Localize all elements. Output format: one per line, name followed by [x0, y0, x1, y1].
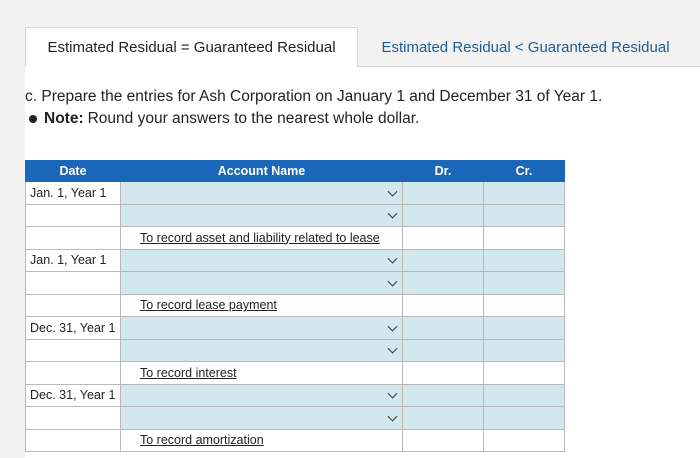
tab-panel — [25, 66, 700, 458]
chevron-down-icon — [388, 389, 398, 399]
chevron-down-icon — [388, 186, 398, 196]
debit-input[interactable] — [403, 182, 484, 205]
credit-input[interactable] — [484, 182, 565, 205]
chevron-down-icon — [388, 344, 398, 354]
debit-input[interactable] — [403, 317, 484, 340]
account-select[interactable] — [121, 204, 403, 227]
credit-input[interactable] — [484, 249, 565, 272]
chevron-down-icon — [388, 209, 398, 219]
entry-date: Dec. 31, Year 1 — [26, 317, 121, 340]
entry-date-blank — [26, 272, 121, 295]
account-select[interactable] — [121, 182, 403, 205]
chevron-down-icon — [388, 321, 398, 331]
header-debit: Dr. — [403, 161, 484, 182]
note-label: Note: — [44, 110, 84, 127]
debit-input[interactable] — [403, 204, 484, 227]
header-date: Date — [26, 161, 121, 182]
entry-date-blank — [26, 407, 121, 430]
credit-input[interactable] — [484, 384, 565, 407]
entry-date: Dec. 31, Year 1 — [26, 384, 121, 407]
note-line — [25, 108, 685, 130]
debit-input[interactable] — [403, 272, 484, 295]
debit-input[interactable] — [403, 339, 484, 362]
table-row — [26, 182, 565, 205]
entry-memo: To record amortization — [140, 433, 264, 448]
account-select[interactable] — [121, 339, 403, 362]
table-row — [26, 407, 565, 430]
tab-estimated-equals-guaranteed[interactable]: Estimated Residual = Guaranteed Residual — [25, 27, 358, 67]
account-select[interactable] — [121, 317, 403, 340]
memo-row — [26, 429, 565, 452]
table-row — [26, 384, 565, 407]
debit-input[interactable] — [403, 407, 484, 430]
account-select[interactable] — [121, 249, 403, 272]
header-account-name: Account Name — [121, 161, 403, 182]
memo-row — [26, 362, 565, 385]
memo-row — [26, 294, 565, 317]
entry-memo: To record asset and liability related to lease — [140, 230, 380, 245]
tab-estimated-less-than-guaranteed[interactable]: Estimated Residual < Guaranteed Residual — [381, 38, 670, 56]
credit-input[interactable] — [484, 407, 565, 430]
tab-bar — [0, 0, 700, 66]
entry-memo: To record lease payment — [140, 298, 277, 313]
chevron-down-icon — [388, 276, 398, 286]
table-row — [26, 317, 565, 340]
note-text: Round your answers to the nearest whole dollar. — [87, 110, 420, 127]
debit-input[interactable] — [403, 249, 484, 272]
account-select[interactable] — [121, 272, 403, 295]
credit-input[interactable] — [484, 204, 565, 227]
entry-date: Jan. 1, Year 1 — [26, 249, 121, 272]
table-row — [26, 249, 565, 272]
chevron-down-icon — [388, 411, 398, 421]
instruction-text: c. Prepare the entries for Ash Corporation on January 1 and December 31 of Year 1. — [25, 88, 603, 105]
table-row — [26, 204, 565, 227]
account-select[interactable] — [121, 407, 403, 430]
entry-date: Jan. 1, Year 1 — [26, 182, 121, 205]
credit-input[interactable] — [484, 272, 565, 295]
entry-memo: To record interest — [140, 365, 237, 380]
credit-input[interactable] — [484, 339, 565, 362]
account-select[interactable] — [121, 384, 403, 407]
journal-entry-table — [25, 160, 565, 452]
table-row — [26, 272, 565, 295]
debit-input[interactable] — [403, 384, 484, 407]
bullet-icon — [29, 115, 37, 123]
credit-input[interactable] — [484, 317, 565, 340]
header-credit: Cr. — [484, 161, 565, 182]
chevron-down-icon — [388, 254, 398, 264]
table-header-row — [26, 161, 565, 182]
entry-date-blank — [26, 339, 121, 362]
entry-date-blank — [26, 204, 121, 227]
table-row — [26, 339, 565, 362]
instructions — [25, 86, 685, 130]
memo-row — [26, 227, 565, 250]
